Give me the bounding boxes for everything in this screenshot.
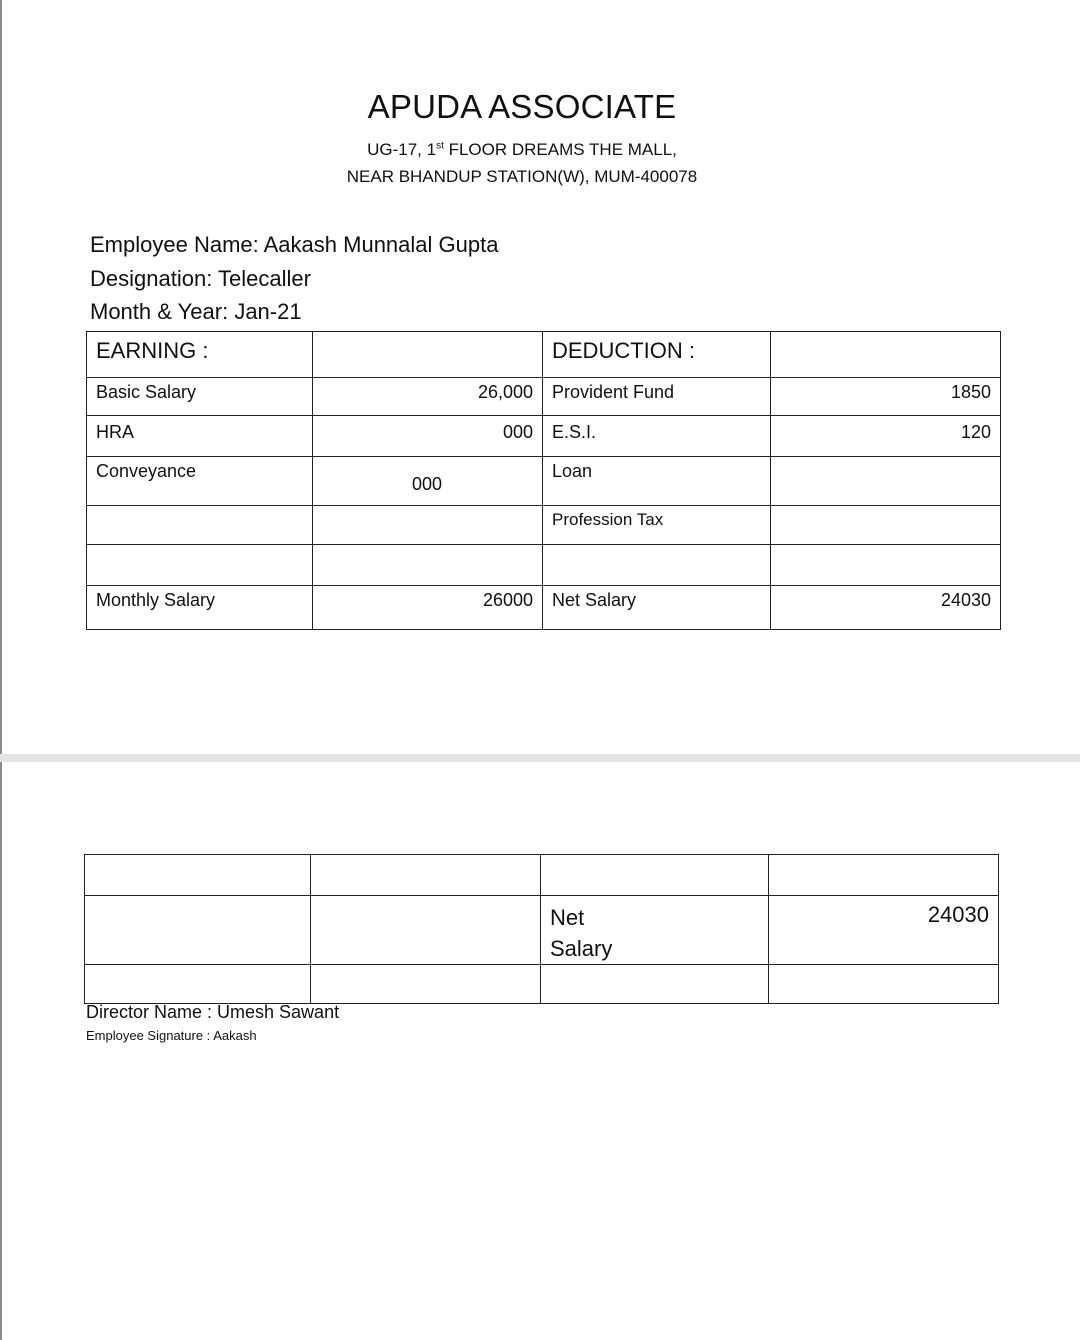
- earning-label: [87, 545, 313, 586]
- address-line1-superscript: st: [436, 140, 444, 152]
- company-address-line2: NEAR BHANDUP STATION(W), MUM-400078: [346, 167, 698, 186]
- earning-value: [313, 506, 543, 545]
- earning-header: EARNING :: [87, 332, 313, 378]
- table-row: [87, 416, 1001, 457]
- company-address-line1: [2, 140, 1042, 160]
- deduction-value: [771, 545, 1001, 586]
- page-separator: [0, 754, 1080, 762]
- earning-value: 000: [412, 474, 443, 494]
- table-row: [85, 855, 999, 896]
- payslip-page-2: [0, 762, 1080, 1340]
- net-salary-value: 24030: [769, 896, 999, 965]
- empty-cell: [85, 896, 311, 965]
- deduction-value: [771, 506, 1001, 545]
- employee-name: Employee Name: Aakash Munnalal Gupta: [90, 232, 499, 257]
- empty-cell: [541, 855, 769, 896]
- monthly-salary-value: 26000: [313, 586, 543, 630]
- table-row: [85, 896, 999, 965]
- net-salary-value: 24030: [771, 586, 1001, 630]
- net-label-line2: Salary: [550, 936, 613, 961]
- deduction-label: E.S.I.: [543, 416, 771, 457]
- empty-cell: [769, 965, 999, 1004]
- director-name: Director Name : Umesh Sawant: [86, 1002, 340, 1022]
- earning-value: 26,000: [313, 378, 543, 416]
- earning-label: Conveyance: [87, 457, 313, 506]
- empty-cell: [541, 965, 769, 1004]
- deduction-label: Provident Fund: [543, 378, 771, 416]
- deduction-value: 1850: [771, 378, 1001, 416]
- earning-value: 000: [313, 416, 543, 457]
- table-row: [85, 965, 999, 1004]
- table-row: [87, 457, 1001, 506]
- salary-table: [86, 331, 1001, 630]
- net-salary-summary-table: [84, 854, 999, 1004]
- earning-value: [313, 545, 543, 586]
- employee-signature: Employee Signature : Aakash: [86, 1028, 257, 1043]
- table-row: [87, 506, 1001, 545]
- empty-cell: [771, 332, 1001, 378]
- earning-label: [87, 506, 313, 545]
- address-line1-suffix: FLOOR DREAMS THE MALL,: [443, 140, 677, 159]
- empty-cell: [311, 855, 541, 896]
- earning-label: Basic Salary: [87, 378, 313, 416]
- table-total-row: [87, 586, 1001, 630]
- deduction-value: [771, 457, 1001, 506]
- empty-cell: [311, 896, 541, 965]
- monthly-salary-label: Monthly Salary: [87, 586, 313, 630]
- empty-cell: [769, 855, 999, 896]
- table-row: [87, 545, 1001, 586]
- deduction-value: 120: [771, 416, 1001, 457]
- company-name: APUDA ASSOCIATE: [367, 88, 677, 125]
- empty-cell: [85, 855, 311, 896]
- earning-label: HRA: [87, 416, 313, 457]
- table-row: [87, 378, 1001, 416]
- employee-designation: Designation: Telecaller: [90, 266, 311, 291]
- month-year: Month & Year: Jan-21: [90, 299, 302, 324]
- empty-cell: [311, 965, 541, 1004]
- empty-cell: [85, 965, 311, 1004]
- deduction-label: Loan: [543, 457, 771, 506]
- net-salary-label: Net Salary: [543, 586, 771, 630]
- address-line1-prefix: UG-17, 1: [367, 140, 437, 159]
- table-header-row: [87, 332, 1001, 378]
- deduction-label: Profession Tax: [543, 506, 771, 545]
- net-label-line1: Net: [550, 905, 585, 930]
- empty-cell: [313, 332, 543, 378]
- earning-value-cell: [313, 457, 543, 506]
- deduction-label: [543, 545, 771, 586]
- deduction-header: DEDUCTION :: [543, 332, 771, 378]
- net-salary-label-cell: [541, 896, 769, 965]
